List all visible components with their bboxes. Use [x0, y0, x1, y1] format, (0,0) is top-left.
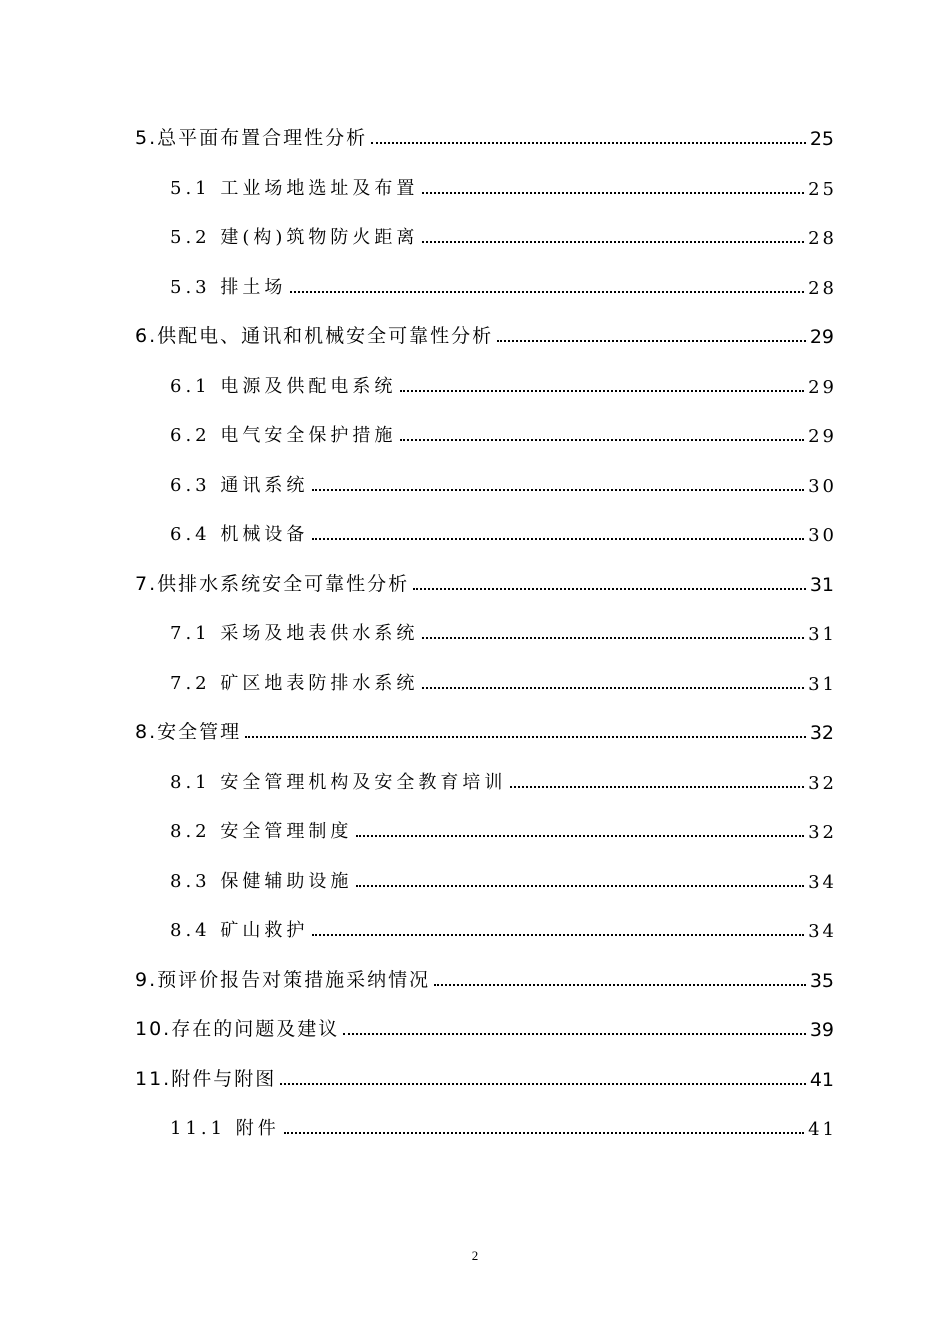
toc-entry-title: 8.2 安全管理制度 — [170, 821, 353, 842]
toc-section-entry[interactable] — [0, 615, 950, 645]
toc-section-entry[interactable] — [0, 813, 950, 843]
toc-dot-leader — [356, 885, 804, 887]
toc-entry-page-number: 35 — [809, 970, 834, 992]
toc-dot-leader — [371, 142, 806, 144]
toc-entry-title: 7.1 采场及地表供水系统 — [170, 623, 419, 644]
toc-section-entry[interactable] — [0, 1110, 950, 1140]
toc-entry-page-number: 31 — [808, 624, 837, 645]
toc-dot-leader — [284, 1132, 804, 1134]
toc-chapter-entry[interactable] — [0, 1011, 950, 1041]
toc-dot-leader — [280, 1083, 806, 1085]
toc-entry-title: 11.1 附件 — [170, 1118, 280, 1139]
toc-chapter-entry[interactable] — [0, 1061, 950, 1091]
toc-entry-page-number: 31 — [808, 674, 837, 695]
toc-section-entry[interactable] — [0, 912, 950, 942]
toc-chapter-entry[interactable] — [0, 120, 950, 150]
toc-entry-page-number: 29 — [808, 377, 837, 398]
toc-section-entry[interactable] — [0, 516, 950, 546]
toc-dot-leader — [434, 984, 806, 986]
toc-entry-page-number: 28 — [808, 278, 837, 299]
toc-dot-leader — [422, 687, 804, 689]
toc-dot-leader — [497, 340, 806, 342]
toc-section-entry[interactable] — [0, 467, 950, 497]
toc-dot-leader — [312, 538, 804, 540]
toc-entry-page-number: 31 — [809, 574, 834, 596]
page-number: 2 — [471, 1248, 479, 1263]
toc-entry-title: 5.2 建(构)筑物防火距离 — [170, 227, 419, 248]
toc-entry-title: 6.供配电、通讯和机械安全可靠性分析 — [135, 325, 494, 347]
toc-entry-page-number: 32 — [808, 773, 837, 794]
toc-dot-leader — [245, 736, 806, 738]
toc-section-entry[interactable] — [0, 863, 950, 893]
toc-entry-title: 8.3 保健辅助设施 — [170, 871, 353, 892]
toc-entry-page-number: 34 — [808, 872, 837, 893]
toc-entry-title: 6.1 电源及供配电系统 — [170, 376, 397, 397]
toc-entry-page-number: 29 — [809, 326, 834, 348]
toc-dot-leader — [343, 1033, 806, 1035]
toc-entry-page-number: 28 — [808, 228, 837, 249]
toc-dot-leader — [356, 835, 804, 837]
toc-entry-title: 6.2 电气安全保护措施 — [170, 425, 397, 446]
toc-entry-title: 5.1 工业场地选址及布置 — [170, 178, 419, 199]
toc-entry-page-number: 41 — [808, 1119, 837, 1140]
toc-entry-title: 6.4 机械设备 — [170, 524, 309, 545]
toc-entry-page-number: 39 — [809, 1019, 834, 1041]
toc-chapter-entry[interactable] — [0, 714, 950, 744]
toc-entry-title: 10.存在的问题及建议 — [135, 1018, 340, 1040]
toc-chapter-entry[interactable] — [0, 962, 950, 992]
toc-entry-page-number: 25 — [809, 128, 834, 150]
toc-chapter-entry[interactable] — [0, 318, 950, 348]
toc-entry-title: 11.附件与附图 — [135, 1068, 277, 1090]
toc-entry-title: 8.安全管理 — [135, 721, 242, 743]
toc-section-entry[interactable] — [0, 764, 950, 794]
toc-dot-leader — [422, 637, 804, 639]
toc-entry-page-number: 32 — [808, 822, 837, 843]
toc-entry-page-number: 30 — [808, 525, 837, 546]
toc-section-entry[interactable] — [0, 665, 950, 695]
toc-dot-leader — [510, 786, 804, 788]
toc-dot-leader — [422, 192, 804, 194]
toc-section-entry[interactable] — [0, 417, 950, 447]
toc-entry-title: 7.2 矿区地表防排水系统 — [170, 673, 419, 694]
toc-entry-page-number: 25 — [808, 179, 837, 200]
toc-entry-title: 7.供排水系统安全可靠性分析 — [135, 573, 410, 595]
toc-section-entry[interactable] — [0, 269, 950, 299]
toc-section-entry[interactable] — [0, 368, 950, 398]
toc-entry-page-number: 30 — [808, 476, 837, 497]
toc-entry-title: 6.3 通讯系统 — [170, 475, 309, 496]
toc-section-entry[interactable] — [0, 170, 950, 200]
toc-entry-page-number: 34 — [808, 921, 837, 942]
toc-entry-title: 8.4 矿山救护 — [170, 920, 309, 941]
toc-dot-leader — [413, 588, 806, 590]
toc-section-entry[interactable] — [0, 219, 950, 249]
toc-dot-leader — [312, 934, 804, 936]
toc-chapter-entry[interactable] — [0, 566, 950, 596]
toc-entry-page-number: 32 — [809, 722, 834, 744]
toc-entry-title: 5.总平面布置合理性分析 — [135, 127, 368, 149]
toc-dot-leader — [422, 241, 804, 243]
toc-entry-title: 5.3 排土场 — [170, 277, 287, 298]
toc-dot-leader — [312, 489, 804, 491]
toc-entry-title: 9.预评价报告对策措施采纳情况 — [135, 969, 431, 991]
toc-entry-page-number: 41 — [809, 1069, 834, 1091]
toc-entry-title: 8.1 安全管理机构及安全教育培训 — [170, 772, 507, 793]
toc-dot-leader — [400, 390, 804, 392]
toc-dot-leader — [400, 439, 804, 441]
toc-entry-page-number: 29 — [808, 426, 837, 447]
toc-dot-leader — [290, 291, 804, 293]
